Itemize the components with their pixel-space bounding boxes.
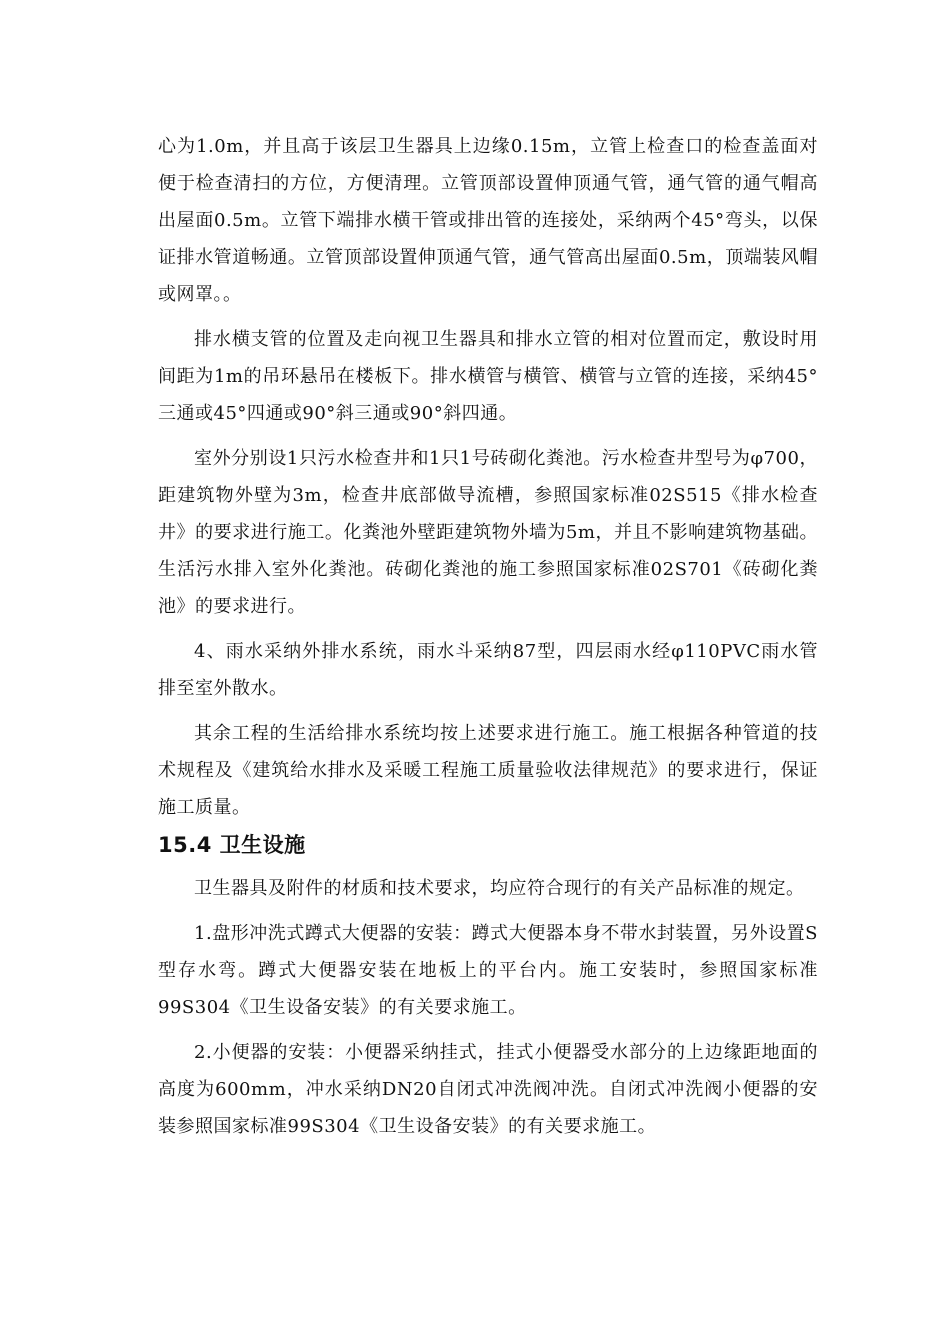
paragraph-outdoor-inspection-well: 室外分别设1只污水检查井和1只1号砖砌化粪池。污水检查井型号为φ700，距建筑物外壁为3m，检查井底部做导流槽，参照国家标准02S515《排水检查井》的要求进行施工。化粪池外壁距建筑物外墙为5m，并且不影响建筑物基础。生活污水排入室外化粪池。砖砌化粪池的施工参照国家标准02S701《砖砌化粪池》的要求进行。 bbox=[158, 448, 818, 617]
document-body bbox=[158, 128, 818, 1145]
paragraph-squat-toilet: 1.盘形冲洗式蹲式大便器的安装：蹲式大便器本身不带水封装置，另外设置S型存水弯。蹲式大便器安装在地板上的平台内。施工安装时，参照国家标准99S304《卫生设备安装》的有关要求施工。 bbox=[158, 923, 818, 1018]
paragraph-urinal: 2.小便器的安装：小便器采纳挂式，挂式小便器受水部分的上边缘距地面的高度为600mm，冲水采纳DN20自闭式冲洗阀冲洗。自闭式冲洗阀小便器的安装参照国家标准99S304《卫生设备安装》的有关要求施工。 bbox=[158, 1042, 818, 1137]
paragraph-sanitary-materials: 卫生器具及附件的材质和技术要求，均应符合现行的有关产品标准的规定。 bbox=[194, 878, 805, 899]
paragraph-other-works: 其余工程的生活给排水系统均按上述要求进行施工。施工根据各种管道的技术规程及《建筑给水排水及采暖工程施工质量验收法律规范》的要求进行，保证施工质量。 bbox=[158, 723, 818, 818]
section-heading: 15.4 卫生设施 bbox=[158, 833, 306, 857]
paragraph-rainwater-system: 4、雨水采纳外排水系统，雨水斗采纳87型，四层雨水经φ110PVC雨水管排至室外散水。 bbox=[158, 641, 818, 699]
paragraph-horizontal-branch: 排水横支管的位置及走向视卫生器具和排水立管的相对位置而定，敷设时用间距为1m的吊环悬吊在楼板下。排水横管与横管、横管与立管的连接，采纳45°三通或45°四通或90°斜三通或90°斜四通。 bbox=[158, 329, 818, 424]
paragraph-drainage-riser: 心为1.0m，并且高于该层卫生器具上边缘0.15m，立管上检查口的检查盖面对便于检查清扫的方位，方便清理。立管顶部设置伸顶通气管，通气管的通气帽高出屋面0.5m。立管下端排水横干管或排出管的连接处，采纳两个45°弯头，以保证排水管道畅通。立管顶部设置伸顶通气管，通气管高出屋面0.5m，顶端装风帽或网罩。。 bbox=[158, 136, 818, 305]
